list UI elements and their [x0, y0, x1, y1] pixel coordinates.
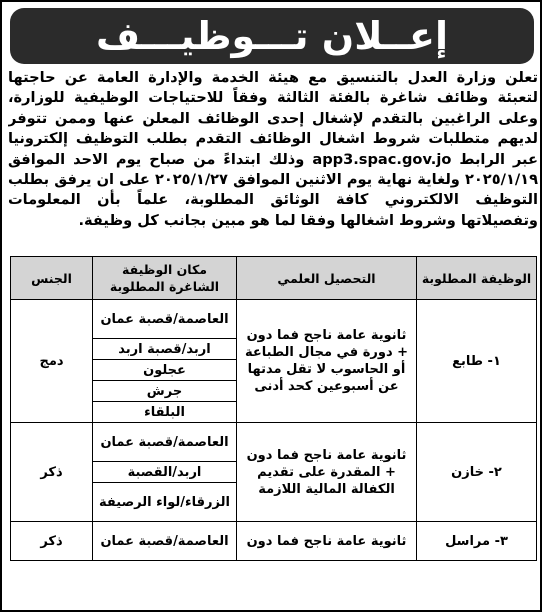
- location-cell: العاصمة/قصبة عمان: [93, 300, 237, 339]
- location-cell: اربد/القصبة: [93, 462, 237, 483]
- table-row: [11, 423, 537, 462]
- jobs-table: [10, 256, 537, 561]
- education-cell: ثانوية عامة ناجح فما دون + المقدرة على تقديم الكفالة المالية اللازمة: [237, 423, 417, 522]
- job-cell: ١- طابع: [417, 300, 537, 423]
- location-cell: العاصمة/قصبة عمان: [93, 423, 237, 462]
- header-gender: الجنس: [11, 257, 93, 300]
- location-cell: الزرقاء/لواء الرصيفة: [93, 483, 237, 522]
- announcement-banner: [10, 8, 534, 64]
- table-row: [11, 522, 537, 561]
- location-cell: عجلون: [93, 360, 237, 381]
- location-cell: العاصمة/قصبة عمان: [93, 522, 237, 561]
- education-cell: ثانوية عامة ناجح فما دون + دورة في مجال الطباعة أو الحاسوب لا تقل مدتها عن أسبوعين كحد أدنى: [237, 300, 417, 423]
- location-cell: اربد/قصبة اربد: [93, 339, 237, 360]
- banner-title: إعــلان تـــوظيـــف: [95, 14, 449, 58]
- job-cell: ٣- مراسل: [417, 522, 537, 561]
- gender-cell: ذكر: [11, 522, 93, 561]
- header-location: مكان الوظيفة الشاغرة المطلوبة: [93, 257, 237, 300]
- job-cell: ٢- خازن: [417, 423, 537, 522]
- gender-cell: دمج: [11, 300, 93, 423]
- table-header-row: [11, 257, 537, 300]
- location-cell: البلقاء: [93, 402, 237, 423]
- header-education: التحصيل العلمي: [237, 257, 417, 300]
- announcement-intro: [8, 68, 538, 258]
- header-job: الوظيفة المطلوبة: [417, 257, 537, 300]
- intro-paragraph: تعلن وزارة العدل بالتنسيق مع هيئة الخدمة والإدارة العامة عن حاجتها لتعبئة وظائف شاغرة بالفئة الثالثة وفقاً للاحتياجات الوظيفية للوزارة، وعلى الراغبين بالتقدم لإشغال إحدى الوظائف المعلن عنها وممن تتوفر لديهم متطلبات شروط اشغال الوظائف التقدم بطلب التوظيف إلكترونيا عبر الرابط app3.spac.gov.jo وذلك ابتداءً من صباح يوم الاحد الموافق ٢٠٢٥/١/١٩ ولغاية نهاية يوم الاثنين الموافق ٢٠٢٥/١/٢٧ على ان يرفق بطلب التوظيف الالكتروني كافة الوثائق المطلوبة، علماً بأن المعلومات وتفصيلاتها وشروط اشغالها وفقا لما هو مبين بجانب كل وظيفة.: [8, 69, 538, 229]
- location-cell: جرش: [93, 381, 237, 402]
- education-cell: ثانوية عامة ناجح فما دون: [237, 522, 417, 561]
- gender-cell: ذكر: [11, 423, 93, 522]
- table-row: [11, 300, 537, 339]
